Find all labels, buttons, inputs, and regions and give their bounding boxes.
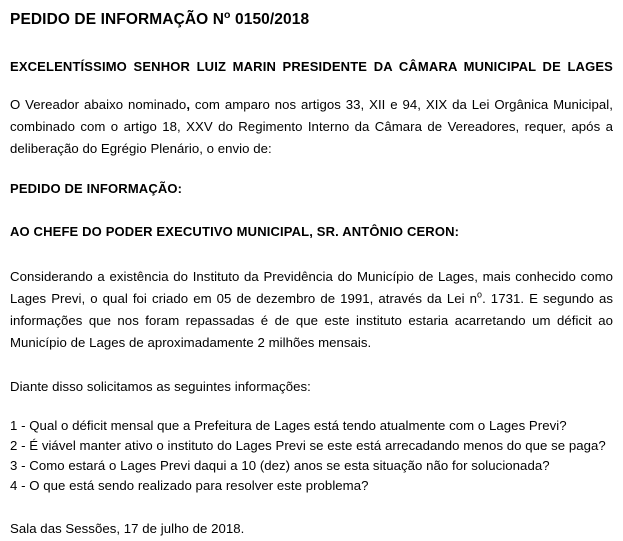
list-item: 3 - Como estará o Lages Previ daqui a 10 (dez) anos se esta situação não for solucionada? bbox=[10, 458, 550, 473]
considerations-text-part2: . 1731. E segundo as informações que nos foram repassadas é de que este instituto estaria acarretando um déficit ao Município de Lages de aproximadamente 2 milhões mensais. bbox=[10, 291, 613, 350]
intro-paragraph-bold-comma: , bbox=[186, 97, 191, 112]
addressee-heading: EXCELENTÍSSIMO SENHOR LUIZ MARIN PRESIDENTE DA CÂMARA MUNICIPAL DE LAGES bbox=[10, 59, 613, 74]
closing-line: Sala das Sessões, 17 de julho de 2018. bbox=[10, 521, 245, 536]
page-title-ordinal-superscript: o bbox=[224, 8, 231, 21]
list-item: 1 - Qual o déficit mensal que a Prefeitura de Lages está tendo atualmente com o Lages Previ? bbox=[10, 418, 567, 433]
considerations-text-part1: Considerando a existência do Instituto da Previdência do Município de Lages, mais conhecido como Lages Previ, o qual foi criado em 05 de dezembro de 1991, através da Lei n bbox=[10, 269, 613, 306]
considerations-ordinal-superscript: o bbox=[477, 289, 483, 300]
executive-addressee-heading: AO CHEFE DO PODER EXECUTIVO MUNICIPAL, SR. ANTÔNIO CERON: bbox=[10, 224, 460, 239]
intro-paragraph bbox=[10, 94, 613, 160]
questions-intro-line: Diante disso solicitamos as seguintes informações: bbox=[10, 379, 311, 394]
spacer bbox=[10, 30, 613, 56]
spacer bbox=[10, 354, 613, 376]
page-title-number: 0150/2018 bbox=[230, 11, 310, 28]
list-item: 2 - É viável manter ativo o instituto do Lages Previ se este está arrecadando menos do que se paga? bbox=[10, 438, 606, 453]
page-title bbox=[10, 10, 613, 30]
spacer bbox=[10, 77, 613, 94]
intro-paragraph-text-after-comma: com amparo nos artigos 33, XII e 94, XIX da Lei Orgânica Municipal, combinado com o artigo 18, XXV do Regimento Interno da Câmara de Vereadores, requer, após a deliberação do Egrégio Plenário, o envio de: bbox=[10, 97, 613, 156]
spacer bbox=[10, 160, 613, 178]
considerations-paragraph bbox=[10, 266, 613, 354]
spacer bbox=[10, 496, 613, 518]
spacer bbox=[10, 199, 613, 221]
page-title-prefix: PEDIDO DE INFORMAÇÃO N bbox=[10, 11, 225, 28]
list-item: 4 - O que está sendo realizado para resolver este problema? bbox=[10, 478, 369, 493]
request-heading: PEDIDO DE INFORMAÇÃO: bbox=[10, 181, 183, 196]
intro-paragraph-text-before-comma: O Vereador abaixo nominado bbox=[10, 97, 187, 112]
spacer bbox=[10, 398, 613, 416]
questions-list bbox=[10, 416, 613, 496]
spacer bbox=[10, 242, 613, 266]
